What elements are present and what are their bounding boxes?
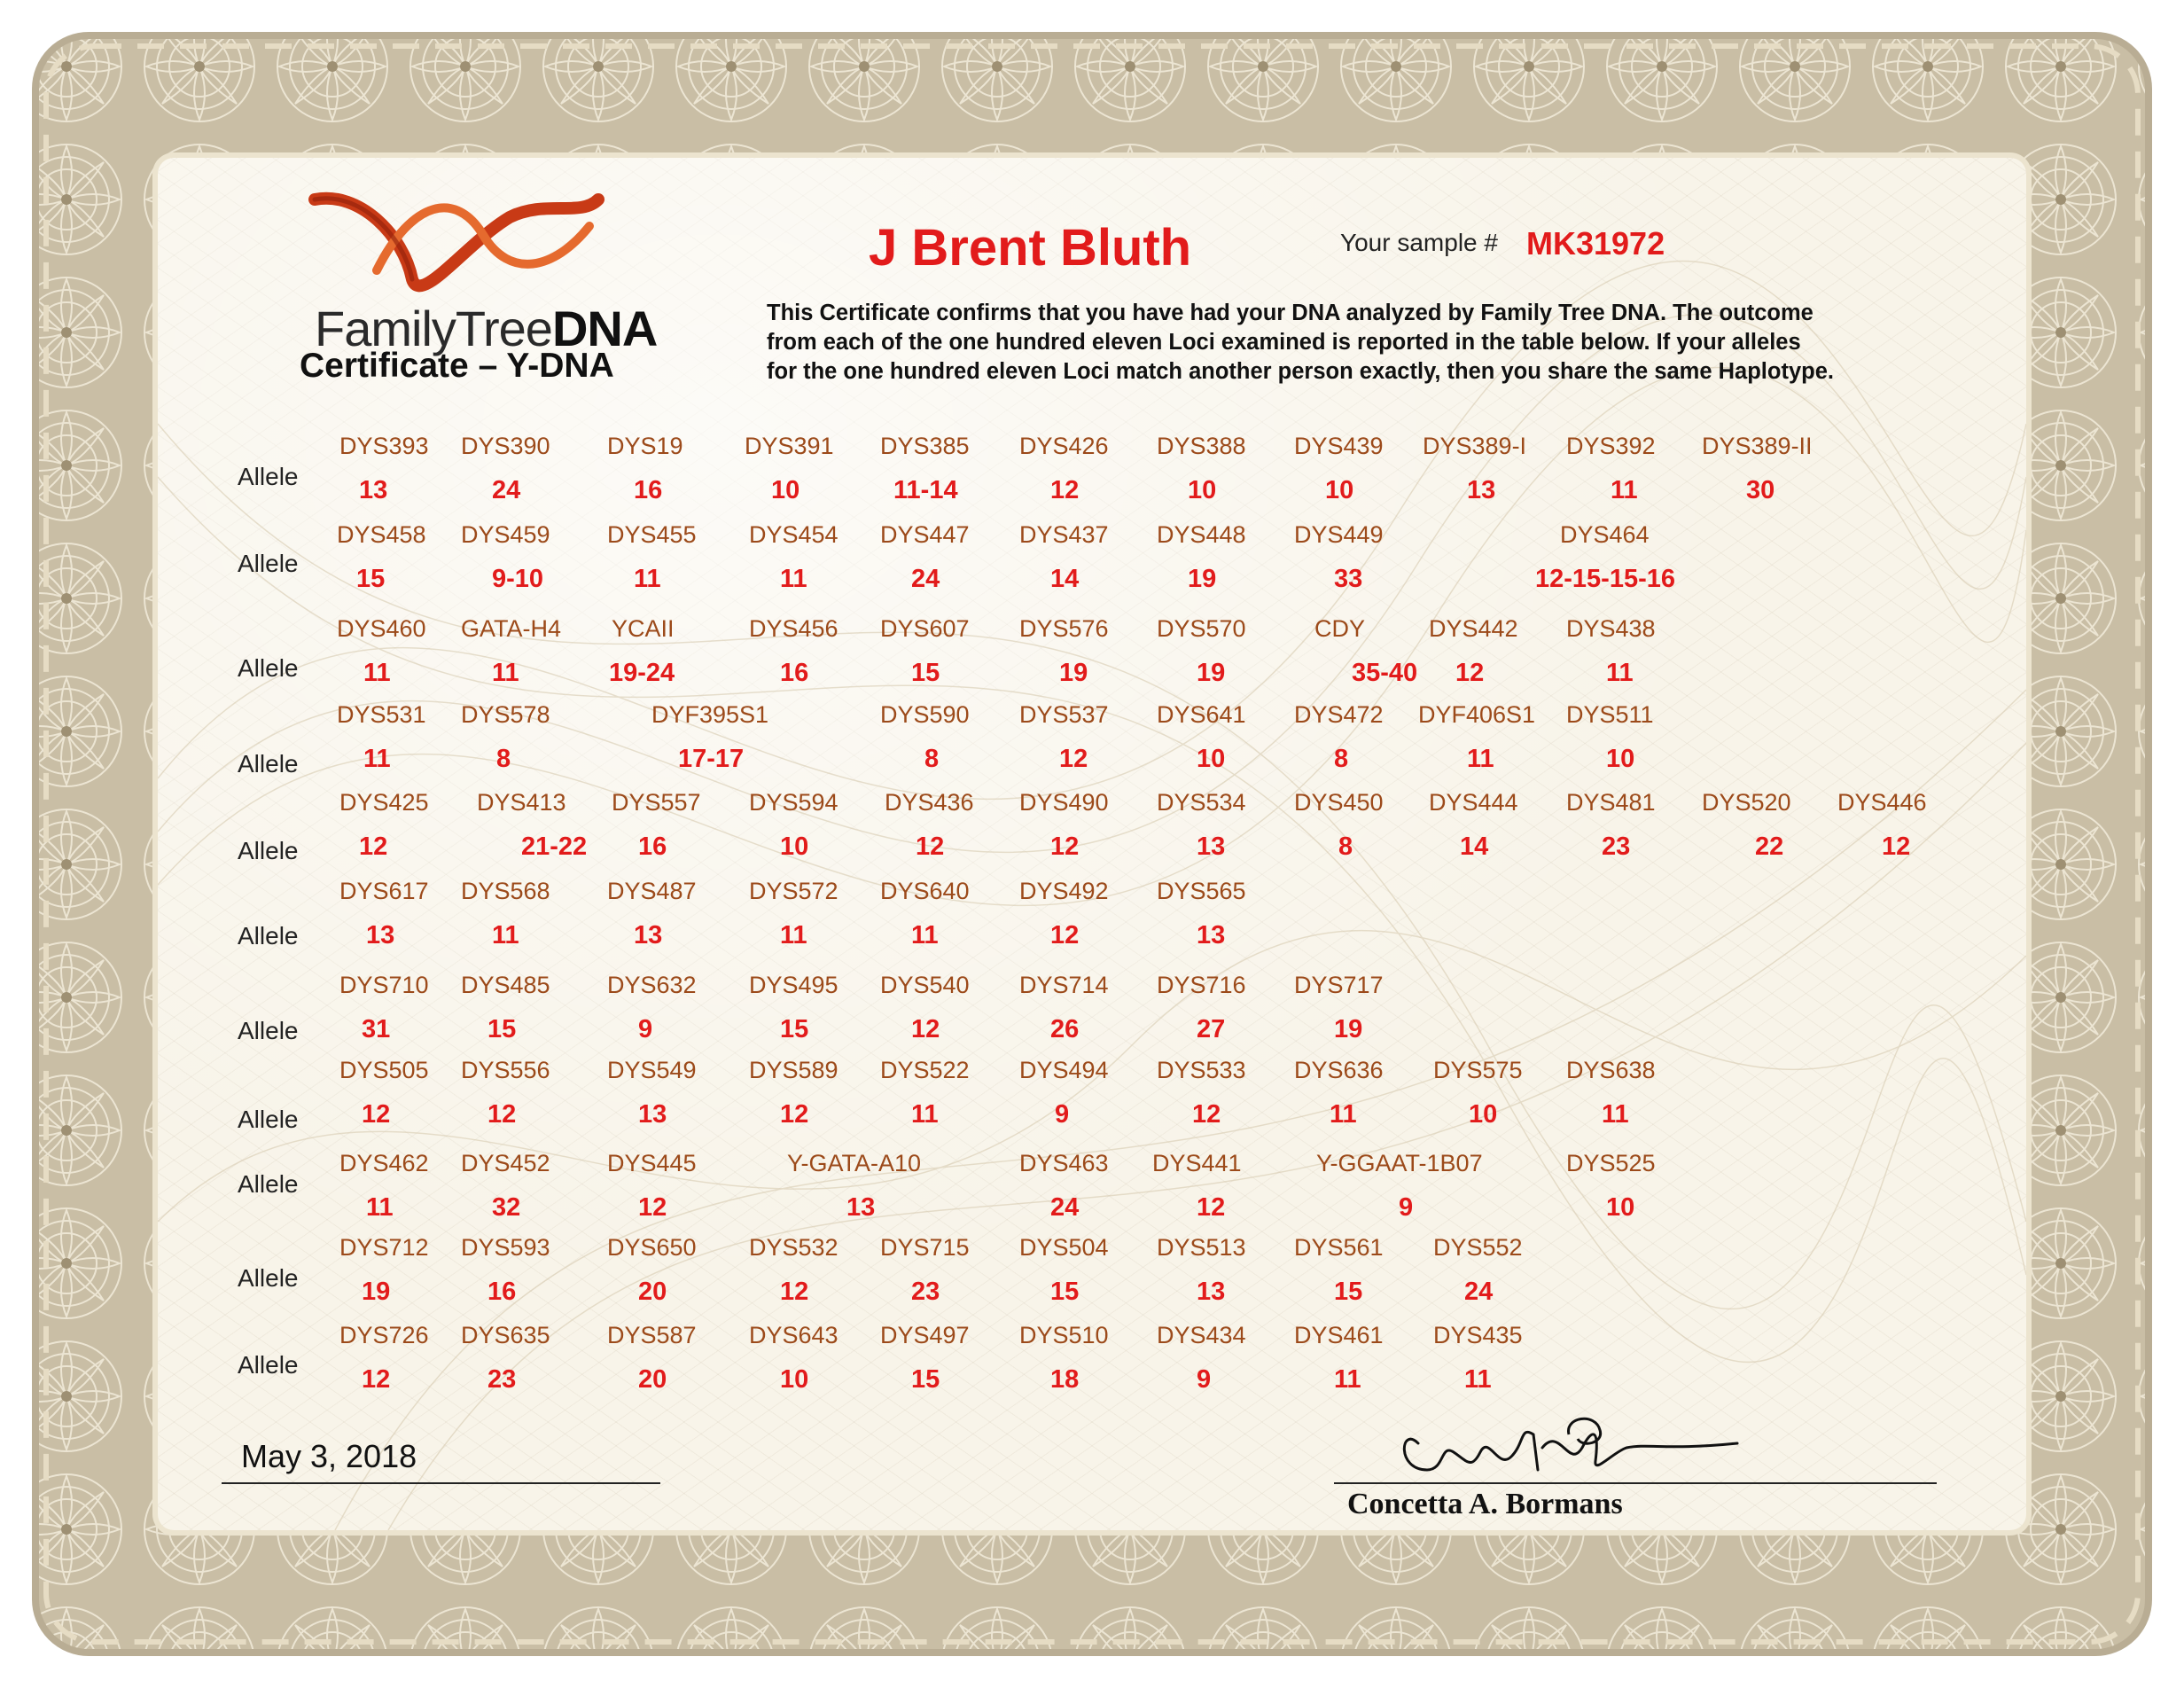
locus-marker: DYS513 <box>1157 1234 1246 1261</box>
allele-value: 12-15-15-16 <box>1535 565 1675 593</box>
allele-value: 19 <box>1197 659 1226 687</box>
allele-value: 15 <box>780 1015 809 1043</box>
allele-value: 12 <box>916 832 945 861</box>
locus-marker: DYS578 <box>461 701 550 728</box>
allele-value: 12 <box>780 1100 809 1129</box>
locus-marker: DYS594 <box>749 789 838 816</box>
allele-value: 10 <box>1325 476 1354 504</box>
allele-value: 20 <box>638 1365 667 1394</box>
handwritten-signature <box>1392 1408 1746 1488</box>
locus-marker: DYS456 <box>749 615 838 642</box>
locus-marker: DYS472 <box>1294 701 1384 728</box>
locus-marker: DYS392 <box>1566 433 1656 459</box>
allele-value: 10 <box>1469 1100 1498 1129</box>
allele-value: 9 <box>1399 1193 1414 1222</box>
locus-marker: DYS458 <box>337 521 426 548</box>
allele-value: 11-14 <box>893 476 958 504</box>
locus-marker: DYS511 <box>1566 701 1654 728</box>
allele-value: 8 <box>924 745 940 773</box>
locus-marker: DYS710 <box>339 972 429 998</box>
locus-marker: DYS435 <box>1433 1322 1523 1348</box>
allele-value: 16 <box>488 1278 517 1306</box>
locus-marker: DYS459 <box>461 521 550 548</box>
allele-value: 9-10 <box>492 565 544 593</box>
allele-value: 12 <box>1050 476 1080 504</box>
locus-marker: DYS448 <box>1157 521 1246 548</box>
locus-marker: DYS650 <box>607 1234 697 1261</box>
locus-marker: DYS426 <box>1019 433 1109 459</box>
locus-marker: DYS561 <box>1294 1234 1384 1261</box>
allele-value: 22 <box>1755 832 1784 861</box>
locus-marker: DYS463 <box>1019 1150 1109 1176</box>
locus-marker: DYS589 <box>749 1057 838 1083</box>
locus-marker: DYS389-II <box>1702 433 1813 459</box>
allele-value: 19 <box>1059 659 1088 687</box>
allele-value: 12 <box>1050 921 1080 950</box>
allele-value: 26 <box>1050 1015 1080 1043</box>
locus-marker: DYS552 <box>1433 1234 1523 1261</box>
allele-row-label: Allele <box>238 750 299 778</box>
locus-marker: DYF395S1 <box>651 701 769 728</box>
allele-value: 27 <box>1197 1015 1226 1043</box>
locus-marker: DYS452 <box>461 1150 550 1176</box>
locus-marker: DYS462 <box>339 1150 429 1176</box>
allele-value: 11 <box>1330 1100 1357 1129</box>
locus-marker: DYS549 <box>607 1057 697 1083</box>
allele-value: 13 <box>1467 476 1496 504</box>
locus-marker: DYS510 <box>1019 1322 1109 1348</box>
allele-value: 11 <box>363 659 391 687</box>
locus-marker: DYS714 <box>1019 972 1109 998</box>
allele-value: 8 <box>1334 745 1349 773</box>
locus-marker: DYS531 <box>337 701 426 728</box>
locus-marker: DYS636 <box>1294 1057 1384 1083</box>
locus-marker: DYS568 <box>461 878 550 904</box>
locus-marker: DYS391 <box>745 433 834 459</box>
allele-value: 19 <box>1334 1015 1363 1043</box>
locus-marker: DYS389-I <box>1423 433 1527 459</box>
locus-marker: DYS643 <box>749 1322 838 1348</box>
locus-marker: DYS439 <box>1294 433 1384 459</box>
allele-value: 12 <box>1882 832 1911 861</box>
allele-value: 12 <box>1197 1193 1226 1222</box>
allele-value: 15 <box>1050 1278 1080 1306</box>
locus-marker: DYS442 <box>1429 615 1518 642</box>
brand-wordmark: FamilyTreeDNA <box>315 301 658 356</box>
locus-marker: DYS450 <box>1294 789 1384 816</box>
allele-value: 19-24 <box>609 659 675 687</box>
locus-marker: DYS565 <box>1157 878 1246 904</box>
sample-number: MK31972 <box>1526 225 1665 262</box>
allele-value: 12 <box>362 1365 391 1394</box>
allele-value: 13 <box>1197 832 1226 861</box>
allele-value: 8 <box>1338 832 1353 861</box>
allele-value: 11 <box>911 1100 939 1129</box>
allele-value: 13 <box>366 921 395 950</box>
locus-marker: DYS640 <box>880 878 970 904</box>
date-line <box>222 1482 660 1484</box>
locus-marker: DYS556 <box>461 1057 550 1083</box>
intro-line: from each of the one hundred eleven Loci examined is reported in the table below. If your alleles <box>767 330 1801 355</box>
allele-value: 11 <box>911 921 939 950</box>
allele-value: 10 <box>1606 1193 1635 1222</box>
allele-value: 24 <box>492 476 521 504</box>
locus-marker: DYS617 <box>339 878 429 904</box>
certificate-intro <box>767 299 1919 387</box>
allele-value: 10 <box>1606 745 1635 773</box>
locus-marker: DYS570 <box>1157 615 1246 642</box>
locus-marker: DYS436 <box>885 789 974 816</box>
allele-value: 12 <box>488 1100 517 1129</box>
locus-marker: DYS497 <box>880 1322 970 1348</box>
locus-marker: DYS504 <box>1019 1234 1109 1261</box>
allele-row-label: Allele <box>238 463 299 490</box>
allele-value: 8 <box>496 745 511 773</box>
allele-value: 20 <box>638 1278 667 1306</box>
allele-value: 32 <box>492 1193 521 1222</box>
locus-marker: DYS716 <box>1157 972 1246 998</box>
signature-line <box>1334 1482 1937 1484</box>
locus-marker: DYS446 <box>1837 789 1927 816</box>
allele-value: 11 <box>492 921 519 950</box>
allele-value: 11 <box>492 659 519 687</box>
locus-marker: DYS715 <box>880 1234 970 1261</box>
locus-marker: DYS505 <box>339 1057 429 1083</box>
allele-value: 12 <box>1455 659 1485 687</box>
locus-marker: DYS494 <box>1019 1057 1109 1083</box>
allele-value: 12 <box>359 832 388 861</box>
locus-marker: DYS533 <box>1157 1057 1246 1083</box>
locus-marker: DYS522 <box>880 1057 970 1083</box>
locus-marker: Y-GATA-A10 <box>787 1150 922 1176</box>
allele-value: 24 <box>911 565 940 593</box>
allele-value: 33 <box>1334 565 1363 593</box>
allele-row-label: Allele <box>238 550 299 577</box>
allele-value: 13 <box>1197 921 1226 950</box>
allele-row-label: Allele <box>238 837 299 864</box>
locus-marker: DYS464 <box>1560 521 1650 548</box>
allele-value: 15 <box>356 565 386 593</box>
locus-marker: DYF406S1 <box>1418 701 1536 728</box>
allele-value: 9 <box>1055 1100 1070 1129</box>
allele-value: 18 <box>1050 1365 1080 1394</box>
locus-marker: DYS638 <box>1566 1057 1656 1083</box>
locus-marker: DYS454 <box>749 521 838 548</box>
certificate-date: May 3, 2018 <box>241 1438 417 1474</box>
locus-marker: DYS434 <box>1157 1322 1246 1348</box>
allele-value: 13 <box>634 921 663 950</box>
locus-marker: DYS576 <box>1019 615 1109 642</box>
dna-helix-logo-icon <box>306 182 625 315</box>
allele-value: 13 <box>846 1193 876 1222</box>
allele-value: 11 <box>1334 1365 1361 1394</box>
allele-value: 11 <box>1606 659 1634 687</box>
allele-value: 23 <box>911 1278 940 1306</box>
allele-value: 11 <box>634 565 661 593</box>
locus-marker: GATA-H4 <box>461 615 562 642</box>
allele-row-label: Allele <box>238 1264 299 1292</box>
locus-marker: DYS540 <box>880 972 970 998</box>
allele-value: 10 <box>1197 745 1226 773</box>
sample-number-label: Your sample # <box>1340 229 1498 256</box>
allele-value: 12 <box>780 1278 809 1306</box>
customer-name: J Brent Bluth <box>869 219 1192 277</box>
locus-marker: CDY <box>1314 615 1366 642</box>
allele-value: 16 <box>634 476 663 504</box>
allele-value: 31 <box>362 1015 391 1043</box>
locus-marker: DYS455 <box>607 521 697 548</box>
locus-marker: YCAII <box>612 615 675 642</box>
allele-value: 13 <box>359 476 388 504</box>
intro-line: This Certificate confirms that you have had your DNA analyzed by Family Tree DNA. The outcome <box>767 301 1814 325</box>
locus-marker: DYS520 <box>1702 789 1791 816</box>
locus-marker: DYS525 <box>1566 1150 1656 1176</box>
allele-value: 14 <box>1050 565 1080 593</box>
allele-value: 12 <box>362 1100 391 1129</box>
allele-value: 19 <box>1188 565 1217 593</box>
locus-marker: DYS537 <box>1019 701 1109 728</box>
allele-value: 16 <box>780 659 809 687</box>
locus-marker: DYS385 <box>880 433 970 459</box>
allele-row-label: Allele <box>238 1106 299 1133</box>
locus-marker: DYS572 <box>749 878 838 904</box>
allele-value: 15 <box>1334 1278 1363 1306</box>
locus-marker: DYS712 <box>339 1234 429 1261</box>
allele-value: 13 <box>638 1100 667 1129</box>
allele-row-label: Allele <box>238 1351 299 1379</box>
locus-marker: DYS437 <box>1019 521 1109 548</box>
locus-marker: DYS425 <box>339 789 429 816</box>
allele-value: 15 <box>488 1015 517 1043</box>
locus-marker: DYS490 <box>1019 789 1109 816</box>
locus-marker: DYS607 <box>880 615 970 642</box>
locus-marker: DYS447 <box>880 521 970 548</box>
allele-value: 23 <box>488 1365 517 1394</box>
locus-marker: DYS534 <box>1157 789 1246 816</box>
allele-value: 15 <box>911 659 940 687</box>
allele-value: 12 <box>638 1193 667 1222</box>
locus-marker: DYS413 <box>477 789 566 816</box>
allele-row-label: Allele <box>238 654 299 682</box>
allele-row-label: Allele <box>238 922 299 950</box>
allele-value: 30 <box>1746 476 1775 504</box>
locus-marker: DYS388 <box>1157 433 1246 459</box>
allele-value: 12 <box>911 1015 940 1043</box>
locus-marker: Y-GGAAT-1B07 <box>1316 1150 1483 1176</box>
allele-value: 15 <box>911 1365 940 1394</box>
locus-marker: DYS449 <box>1294 521 1384 548</box>
locus-marker: DYS532 <box>749 1234 838 1261</box>
locus-marker: DYS461 <box>1294 1322 1384 1348</box>
locus-marker: DYS441 <box>1152 1150 1242 1176</box>
locus-marker: DYS717 <box>1294 972 1384 998</box>
locus-marker: DYS460 <box>337 615 426 642</box>
allele-value: 11 <box>780 921 807 950</box>
locus-marker: DYS481 <box>1566 789 1656 816</box>
signer-name: Concetta A. Bormans <box>1347 1488 1623 1520</box>
allele-value: 14 <box>1460 832 1489 861</box>
locus-marker: DYS390 <box>461 433 550 459</box>
allele-value: 12 <box>1050 832 1080 861</box>
locus-marker: DYS393 <box>339 433 429 459</box>
locus-marker: DYS495 <box>749 972 838 998</box>
allele-value: 12 <box>1192 1100 1221 1129</box>
allele-value: 10 <box>780 832 809 861</box>
allele-value: 11 <box>363 745 391 773</box>
locus-marker: DYS444 <box>1429 789 1518 816</box>
allele-value: 11 <box>1602 1100 1629 1129</box>
allele-value: 24 <box>1050 1193 1080 1222</box>
allele-value: 12 <box>1059 745 1088 773</box>
allele-value: 11 <box>1611 476 1638 504</box>
allele-value: 11 <box>1464 1365 1492 1394</box>
locus-marker: DYS19 <box>607 433 683 459</box>
allele-value: 11 <box>780 565 807 593</box>
allele-value: 17-17 <box>678 745 745 773</box>
locus-marker: DYS492 <box>1019 878 1109 904</box>
allele-value: 24 <box>1464 1278 1494 1306</box>
locus-marker: DYS587 <box>607 1322 697 1348</box>
locus-marker: DYS593 <box>461 1234 550 1261</box>
allele-value: 19 <box>362 1278 391 1306</box>
allele-value: 10 <box>780 1365 809 1394</box>
locus-marker: DYS575 <box>1433 1057 1523 1083</box>
allele-value: 10 <box>1188 476 1217 504</box>
certificate-title: Certificate – Y-DNA <box>300 347 614 385</box>
allele-value: 21-22 <box>521 832 588 861</box>
allele-value: 10 <box>771 476 800 504</box>
allele-row-label: Allele <box>238 1170 299 1198</box>
allele-row-label: Allele <box>238 1017 299 1044</box>
intro-line: for the one hundred eleven Loci match another person exactly, then you share the same Haplotype. <box>767 359 1834 384</box>
allele-value: 11 <box>1467 745 1494 773</box>
locus-marker: DYS445 <box>607 1150 697 1176</box>
locus-marker: DYS485 <box>461 972 550 998</box>
allele-value: 9 <box>638 1015 653 1043</box>
allele-value: 23 <box>1602 832 1631 861</box>
allele-value: 13 <box>1197 1278 1226 1306</box>
allele-value: 9 <box>1197 1365 1212 1394</box>
locus-marker: DYS632 <box>607 972 697 998</box>
locus-marker: DYS438 <box>1566 615 1656 642</box>
allele-value: 16 <box>638 832 667 861</box>
locus-marker: DYS557 <box>612 789 701 816</box>
allele-value: 35-40 <box>1352 659 1418 687</box>
locus-marker: DYS590 <box>880 701 970 728</box>
locus-marker: DYS641 <box>1157 701 1246 728</box>
allele-value: 11 <box>366 1193 394 1222</box>
locus-marker: DYS726 <box>339 1322 429 1348</box>
locus-marker: DYS487 <box>607 878 697 904</box>
locus-marker: DYS635 <box>461 1322 550 1348</box>
